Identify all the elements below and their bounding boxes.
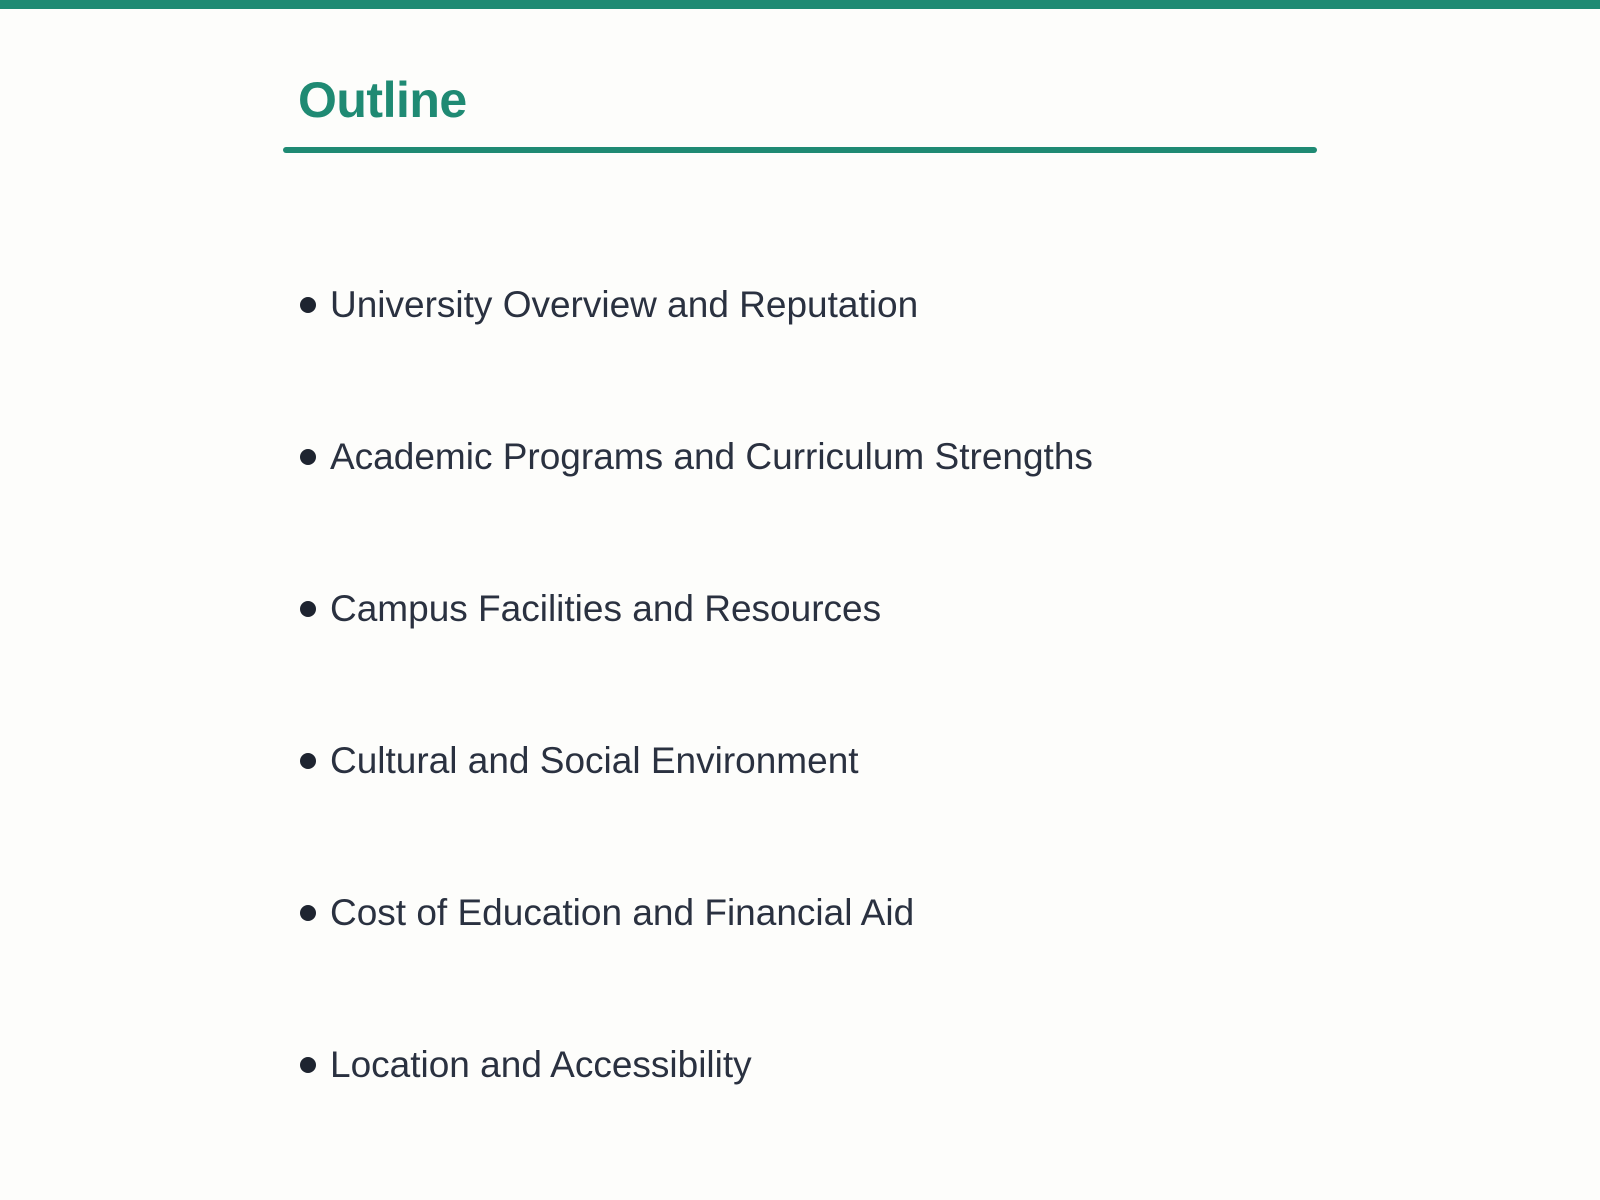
list-item xyxy=(300,275,1093,427)
list-item-text: Cultural and Social Environment xyxy=(330,740,859,781)
bullet-dot-icon xyxy=(300,753,316,769)
list-item xyxy=(300,579,1093,731)
list-item-text: Campus Facilities and Resources xyxy=(330,588,882,629)
list-item-text: University Overview and Reputation xyxy=(330,284,919,325)
title-underline xyxy=(283,147,1317,153)
bullet-dot-icon xyxy=(300,297,316,313)
list-item xyxy=(300,1035,1093,1187)
slide-title: Outline xyxy=(298,72,467,128)
list-item xyxy=(300,731,1093,883)
list-item xyxy=(300,427,1093,579)
bullet-dot-icon xyxy=(300,449,316,465)
outline-list xyxy=(300,275,1093,1187)
list-item xyxy=(300,883,1093,1035)
top-accent-bar xyxy=(0,0,1600,9)
bullet-dot-icon xyxy=(300,601,316,617)
bullet-dot-icon xyxy=(300,1057,316,1073)
bullet-dot-icon xyxy=(300,905,316,921)
list-item-text: Cost of Education and Financial Aid xyxy=(330,892,915,933)
list-item-text: Academic Programs and Curriculum Strengths xyxy=(330,436,1093,477)
list-item-text: Location and Accessibility xyxy=(330,1044,752,1085)
